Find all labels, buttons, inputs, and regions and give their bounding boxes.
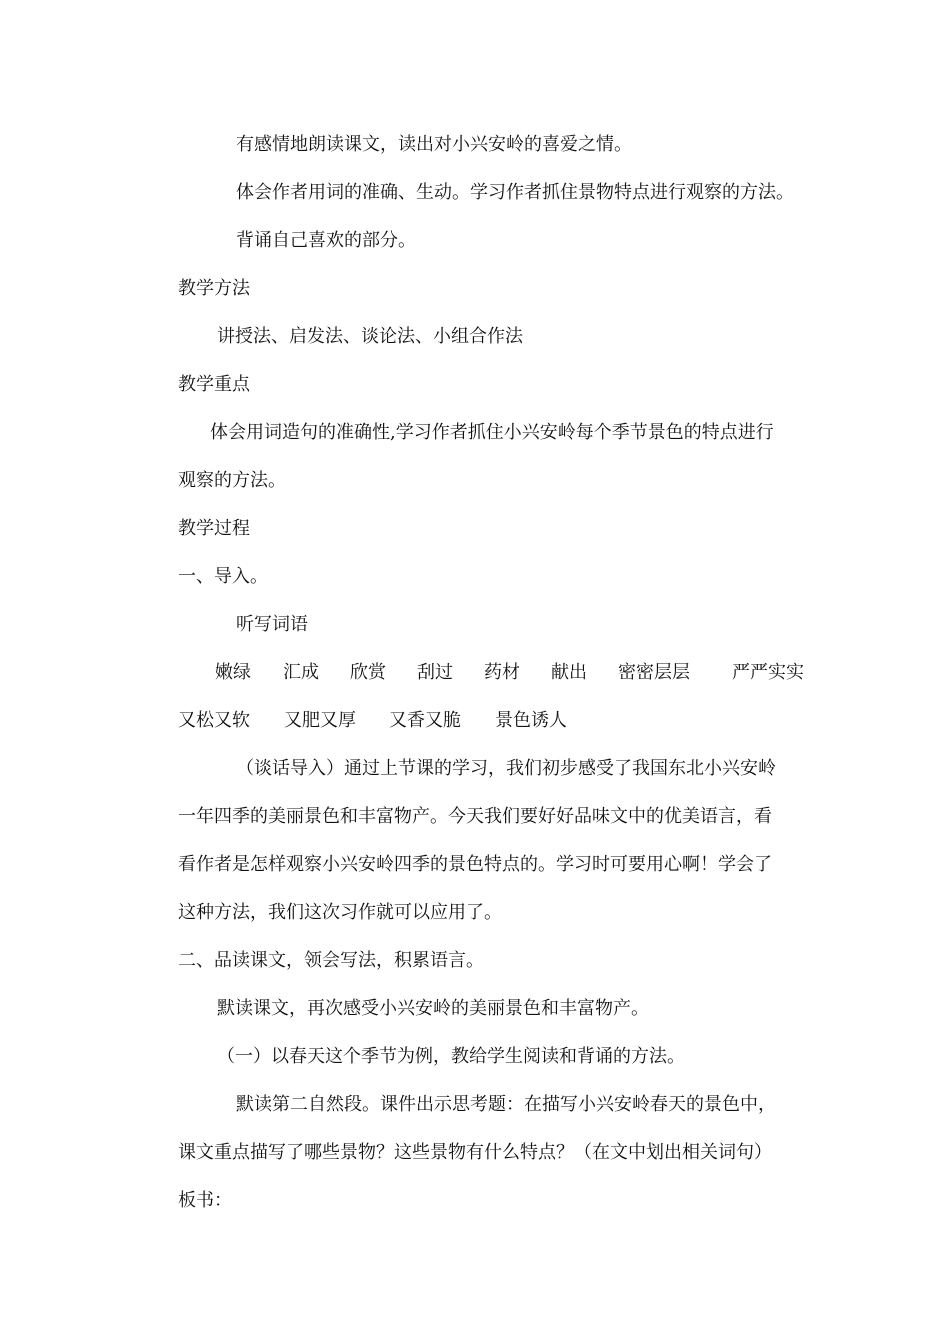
vocab-word: 又松又软 [178,710,250,731]
process-heading: 教学过程 [178,518,250,539]
intro-line-1: （谈话导入）通过上节课的学习，我们初步感受了我国东北小兴安岭 [236,758,776,779]
section-2-title: 二、品读课文，领会写法，积累语言。 [178,950,484,971]
para2-line-1: 默读第二自然段。课件出示思考题：在描写小兴安岭春天的景色中， [236,1094,776,1115]
vocab-word: 严严实实 [732,662,804,683]
vocab-word: 又香又脆 [389,710,461,731]
vocab-row-2 [0,709,950,733]
vocab-word: 献出 [551,662,587,683]
intro-line-3: 看作者是怎样观察小兴安岭四季的景色特点的。学习时可要用心啊！学会了 [178,854,772,875]
focus-text-line1: 体会用词造句的准确性,学习作者抓住小兴安岭每个季节景色的特点进行 [210,422,774,443]
vocab-word: 密密层层 [618,662,690,683]
vocab-word: 嫩绿 [215,662,251,683]
vocab-word: 欣赏 [350,662,386,683]
goal-1: 有感情地朗读课文，读出对小兴安岭的喜爱之情。 [236,134,632,155]
vocab-word: 景色诱人 [495,710,567,731]
goal-2: 体会作者用词的准确、生动。学习作者抓住景物特点进行观察的方法。 [236,182,794,203]
vocab-word: 刮过 [417,662,453,683]
vocab-row-1 [0,661,950,685]
methods-text: 讲授法、启发法、谈论法、小组合作法 [217,326,523,347]
section-1-title: 一、导入。 [178,566,268,587]
para2-line-2: 课文重点描写了哪些景物？这些景物有什么特点？（在文中划出相关词句） [178,1142,772,1163]
vocab-word: 又肥又厚 [284,710,356,731]
methods-heading: 教学方法 [178,278,250,299]
vocab-word: 汇成 [283,662,319,683]
goal-3: 背诵自己喜欢的部分。 [236,230,416,251]
focus-heading: 教学重点 [178,374,250,395]
focus-text-line2: 观察的方法。 [178,470,286,491]
dictation-label: 听写词语 [236,614,308,635]
spring-example-text: （一）以春天这个季节为例，教给学生阅读和背诵的方法。 [217,1046,685,1067]
intro-line-2: 一年四季的美丽景色和丰富物产。今天我们要好好品味文中的优美语言，看 [178,806,772,827]
intro-line-4: 这种方法，我们这次习作就可以应用了。 [178,902,502,923]
silent-read-text: 默读课文，再次感受小兴安岭的美丽景色和丰富物产。 [217,998,649,1019]
vocab-word: 药材 [484,662,520,683]
board-label: 板书： [178,1190,232,1211]
